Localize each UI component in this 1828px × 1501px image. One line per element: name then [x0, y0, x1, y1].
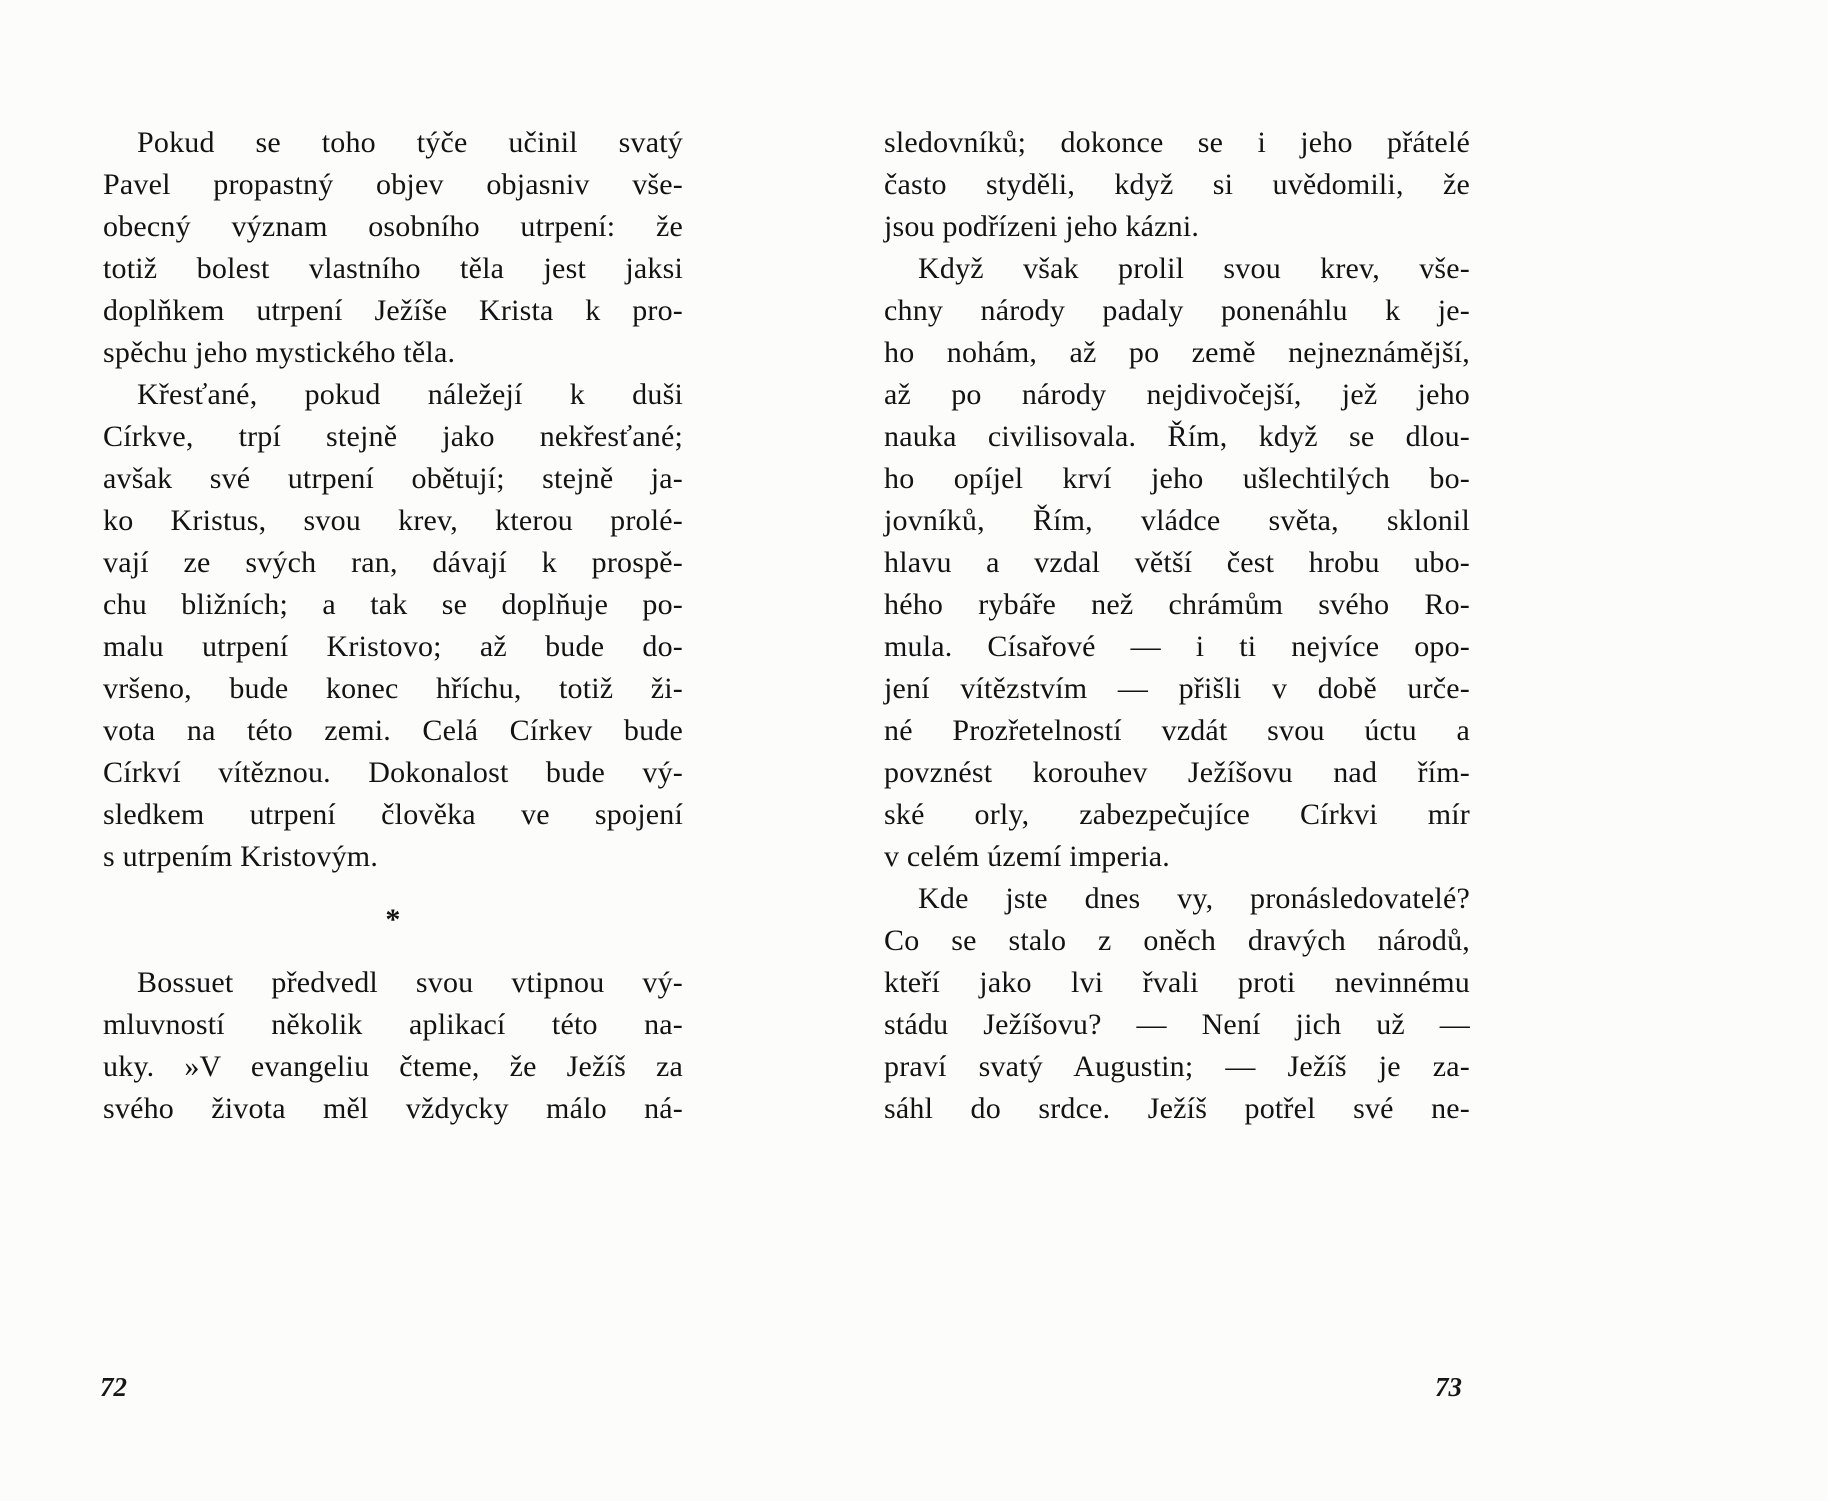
- text-line: hého rybáře než chrámům svého Ro-: [884, 588, 1470, 621]
- text-line: chny národy padaly ponenáhlu k je-: [884, 294, 1470, 327]
- text-line: Pavel propastný objev objasniv vše-: [103, 168, 683, 201]
- paragraph: [103, 374, 683, 878]
- text-line: ho opíjel krví jeho ušlechtilých bo-: [884, 462, 1470, 495]
- page-right-text-column: [884, 122, 1470, 1130]
- text-line: avšak své utrpení obětují; stejně ja-: [103, 462, 683, 495]
- text-line: v celém území imperia.: [884, 840, 1170, 873]
- text-line: Církve, trpí stejně jako nekřesťané;: [103, 420, 683, 453]
- text-line: nauka civilisovala. Řím, když se dlou-: [884, 420, 1470, 453]
- text-line: chu bližních; a tak se doplňuje po-: [103, 588, 683, 621]
- paragraph: [103, 962, 683, 1130]
- text-line: doplňkem utrpení Ježíše Krista k pro-: [103, 294, 683, 327]
- text-line: hlavu a vzdal větší čest hrobu ubo-: [884, 546, 1470, 579]
- section-separator: *: [385, 903, 401, 936]
- text-line: malu utrpení Kristovo; až bude do-: [103, 630, 683, 663]
- text-line: spěchu jeho mystického těla.: [103, 336, 456, 369]
- text-line: totiž bolest vlastního těla jest jaksi: [103, 252, 683, 285]
- text-line: Pokud se toho týče učinil svatý: [137, 126, 683, 159]
- text-line: Když však prolil svou krev, vše-: [918, 252, 1470, 285]
- text-line: často styděli, když si uvědomili, že: [884, 168, 1470, 201]
- text-line: obecný význam osobního utrpení: že: [103, 210, 683, 243]
- text-line: vota na této zemi. Celá Církev bude: [103, 714, 683, 747]
- text-line: jsou podřízeni jeho kázni.: [884, 210, 1200, 243]
- paragraph: [884, 248, 1470, 878]
- text-line: svého života měl vždycky málo ná-: [103, 1092, 683, 1125]
- text-line: ko Kristus, svou krev, kterou prolé-: [103, 504, 683, 537]
- page-number-right: 73: [1435, 1372, 1462, 1402]
- text-line: stádu Ježíšovu? — Není jich už —: [884, 1008, 1470, 1041]
- paragraph: [884, 122, 1470, 248]
- page-number-left: 72: [100, 1372, 127, 1402]
- text-line: kteří jako lvi řvali proti nevinnému: [884, 966, 1470, 999]
- text-line: ské orly, zabezpečujíce Církvi mír: [884, 798, 1470, 831]
- text-line: vršeno, bude konec hříchu, totiž ži-: [103, 672, 683, 705]
- text-line: uky. »V evangeliu čteme, že Ježíš za: [103, 1050, 683, 1083]
- text-line: Kde jste dnes vy, pronásledovatelé?: [918, 882, 1470, 915]
- text-line: Bossuet předvedl svou vtipnou vý-: [137, 966, 683, 999]
- text-line: sledovníků; dokonce se i jeho přátelé: [884, 126, 1470, 159]
- text-line: sáhl do srdce. Ježíš potřel své ne-: [884, 1092, 1470, 1125]
- text-line: sledkem utrpení člověka ve spojení: [103, 798, 683, 831]
- text-line: jovníků, Řím, vládce světa, sklonil: [884, 504, 1470, 537]
- text-line: jení vítězstvím — přišli v době urče-: [884, 672, 1470, 705]
- text-line: mula. Císařové — i ti nejvíce opo-: [884, 630, 1470, 663]
- page-left-text-column: [103, 122, 683, 1130]
- paragraph: [103, 122, 683, 374]
- paragraph: [884, 878, 1470, 1130]
- text-line: až po národy nejdivočejší, jež jeho: [884, 378, 1470, 411]
- text-line: vají ze svých ran, dávají k prospě-: [103, 546, 683, 579]
- text-line: s utrpením Kristovým.: [103, 840, 379, 873]
- text-line: praví svatý Augustin; — Ježíš je za-: [884, 1050, 1470, 1083]
- text-line: Co se stalo z oněch dravých národů,: [884, 924, 1470, 957]
- text-line: povznést korouhev Ježíšovu nad řím-: [884, 756, 1470, 789]
- text-line: Církví vítěznou. Dokonalost bude vý-: [103, 756, 683, 789]
- text-line: mluvností několik aplikací této na-: [103, 1008, 683, 1041]
- text-line: ho nohám, až po země nejneznámější,: [884, 336, 1470, 369]
- text-line: Křesťané, pokud náležejí k duši: [137, 378, 683, 411]
- text-line: né Prozřetelností vzdát svou úctu a: [884, 714, 1470, 747]
